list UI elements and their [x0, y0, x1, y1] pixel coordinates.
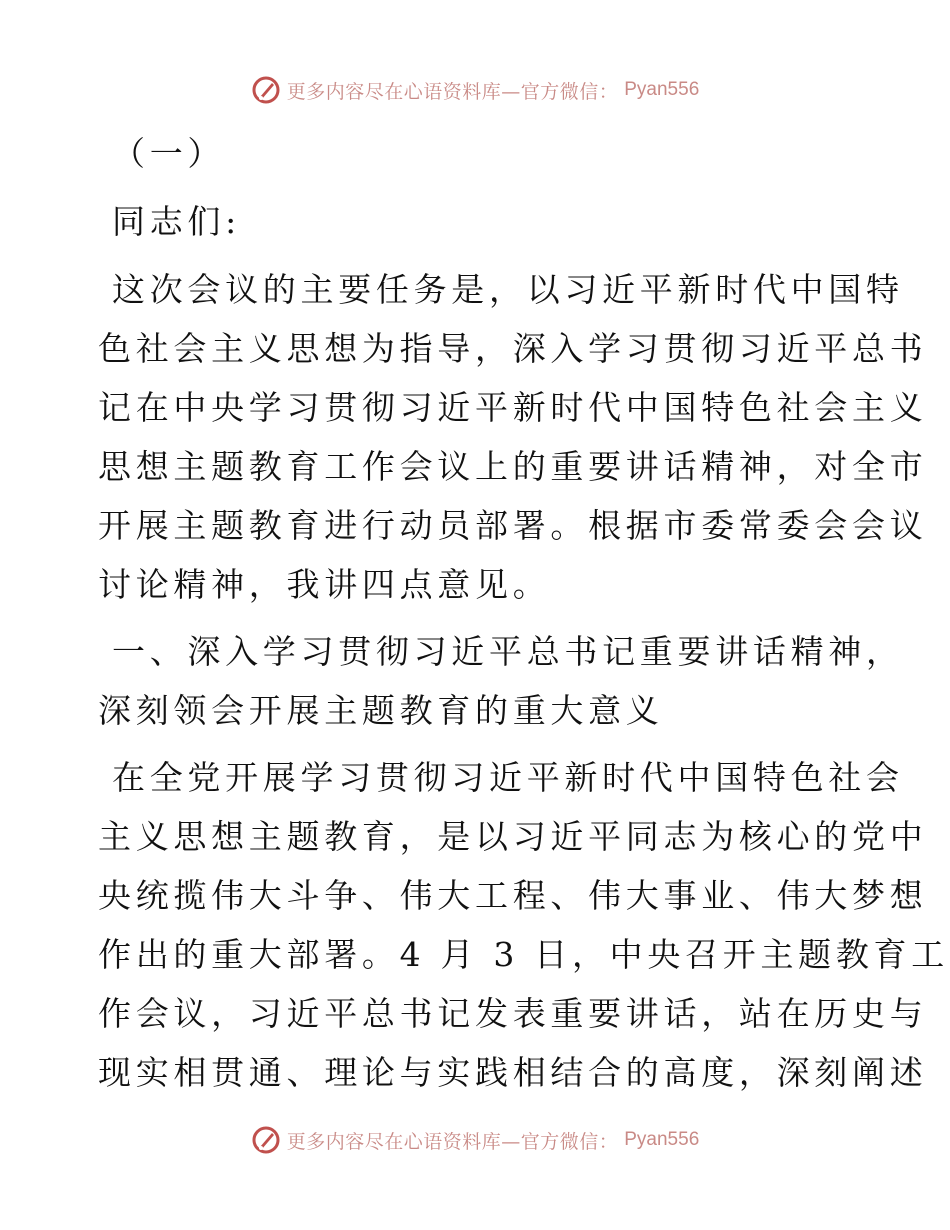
paragraph-line: 作会议，习近平总书记发表重要讲话，站在历史与 — [98, 994, 928, 1033]
section-number: （一） — [112, 134, 226, 173]
pen-circle-logo-icon — [251, 75, 281, 105]
paragraph-line: 讨论精神，我讲四点意见。 — [98, 565, 551, 604]
paragraph-line: 这次会议的主要任务是，以习近平新时代中国特 — [112, 270, 904, 309]
heading-line: 深刻领会开展主题教育的重大意义 — [98, 691, 664, 730]
heading-line: 一、深入学习贯彻习近平总书记重要讲话精神， — [112, 632, 904, 671]
watermark-wechat-id: Pyan556 — [624, 79, 700, 100]
watermark-wechat-id: Pyan556 — [624, 1129, 700, 1150]
section-heading — [98, 622, 904, 740]
paragraph-line: 在全党开展学习贯彻习近平新时代中国特色社会 — [112, 758, 904, 797]
paragraph-line: 央统揽伟大斗争、伟大工程、伟大事业、伟大梦想 — [98, 876, 928, 915]
intro-paragraph — [98, 260, 928, 614]
watermark-text: 更多内容尽在心语资料库—官方微信： — [286, 80, 619, 103]
paragraph-line: 记在中央学习贯彻习近平新时代中国特色社会主义 — [98, 388, 928, 427]
paragraph-line: 开展主题教育进行动员部署。根据市委常委会会议 — [98, 506, 928, 545]
pen-circle-logo-icon — [251, 1125, 281, 1155]
paragraph-line: 作出的重大部署。4 月 3 日，中央召开主题教育工 — [98, 935, 949, 974]
watermark-text: 更多内容尽在心语资料库—官方微信： — [286, 1130, 619, 1153]
paragraph-line: 主义思想主题教育，是以习近平同志为核心的党中 — [98, 817, 928, 856]
watermark-banner-bottom — [0, 1120, 950, 1160]
paragraph-line: 思想主题教育工作会议上的重要讲话精神，对全市 — [98, 447, 928, 486]
paragraph-line: 现实相贯通、理论与实践相结合的高度，深刻阐述 — [98, 1053, 928, 1092]
watermark-banner-top — [0, 70, 950, 110]
document-body — [98, 118, 949, 1102]
body-paragraph — [98, 748, 949, 1102]
salutation: 同志们: — [112, 202, 241, 241]
paragraph-line: 色社会主义思想为指导，深入学习贯彻习近平总书 — [98, 329, 928, 368]
